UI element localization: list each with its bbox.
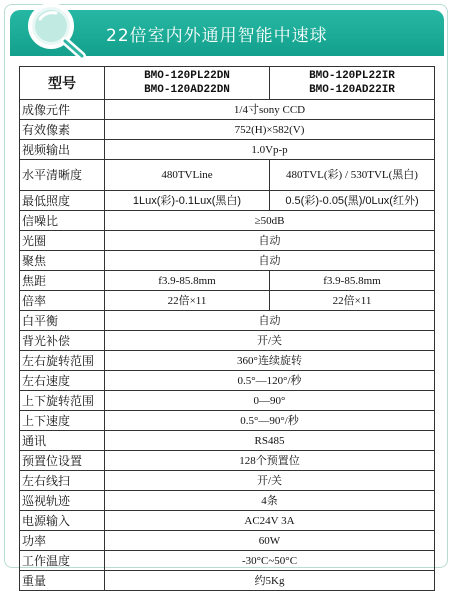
spec-value-right: 22倍×11 <box>270 291 435 311</box>
spec-value: 约5Kg <box>105 571 435 591</box>
spec-label: 背光补偿 <box>20 331 105 351</box>
spec-row <box>20 160 435 191</box>
search-icon <box>24 2 90 60</box>
spec-value: ≥50dB <box>105 211 435 231</box>
spec-value: RS485 <box>105 431 435 451</box>
spec-row <box>20 271 435 291</box>
spec-label: 信噪比 <box>20 211 105 231</box>
spec-row <box>20 451 435 471</box>
spec-value-left: 480TVLine <box>105 160 270 191</box>
spec-label: 有效像素 <box>20 120 105 140</box>
spec-label: 水平清晰度 <box>20 160 105 191</box>
spec-label: 左右速度 <box>20 371 105 391</box>
spec-row <box>20 100 435 120</box>
spec-value: -30°C~50°C <box>105 551 435 571</box>
spec-row <box>20 351 435 371</box>
spec-value: 0.5°—120°/秒 <box>105 371 435 391</box>
spec-value: 4条 <box>105 491 435 511</box>
spec-label: 焦距 <box>20 271 105 291</box>
banner-title: 22倍室内外通用智能中速球 <box>106 26 328 46</box>
spec-value: 自动 <box>105 231 435 251</box>
spec-label: 工作温度 <box>20 551 105 571</box>
spec-row <box>20 431 435 451</box>
spec-label: 左右旋转范围 <box>20 351 105 371</box>
model-right-1: BMO-120PL22IR <box>309 70 395 82</box>
spec-row <box>20 331 435 351</box>
spec-value: 0—90° <box>105 391 435 411</box>
spec-value: 360°连续旋转 <box>105 351 435 371</box>
spec-value: 752(H)×582(V) <box>105 120 435 140</box>
spec-label: 倍率 <box>20 291 105 311</box>
model-right-2: BMO-120AD22IR <box>309 84 395 96</box>
spec-row <box>20 211 435 231</box>
spec-value-left: f3.9-85.8mm <box>105 271 270 291</box>
spec-label: 白平衡 <box>20 311 105 331</box>
spec-row <box>20 531 435 551</box>
spec-row <box>20 291 435 311</box>
spec-row <box>20 491 435 511</box>
spec-row <box>20 411 435 431</box>
model-header-label: 型号 <box>20 67 105 100</box>
spec-label: 电源输入 <box>20 511 105 531</box>
spec-row <box>20 471 435 491</box>
spec-value: 128个预置位 <box>105 451 435 471</box>
spec-value: 1.0Vp-p <box>105 140 435 160</box>
spec-row <box>20 251 435 271</box>
spec-value: 0.5°—90°/秒 <box>105 411 435 431</box>
spec-label: 上下速度 <box>20 411 105 431</box>
spec-value: 60W <box>105 531 435 551</box>
spec-label: 上下旋转范围 <box>20 391 105 411</box>
spec-label: 巡视轨迹 <box>20 491 105 511</box>
spec-row <box>20 551 435 571</box>
spec-row <box>20 191 435 211</box>
spec-value-right: 0.5(彩)-0.05(黑)/0Lux(红外) <box>270 191 435 211</box>
spec-label: 最低照度 <box>20 191 105 211</box>
spec-label: 功率 <box>20 531 105 551</box>
spec-label: 光圈 <box>20 231 105 251</box>
spec-row <box>20 231 435 251</box>
spec-label: 左右线扫 <box>20 471 105 491</box>
model-left-2: BMO-120AD22DN <box>144 84 230 96</box>
spec-row <box>20 120 435 140</box>
spec-value-left: 22倍×11 <box>105 291 270 311</box>
model-header-row <box>20 67 435 100</box>
spec-row <box>20 511 435 531</box>
spec-row <box>20 140 435 160</box>
spec-value-right: f3.9-85.8mm <box>270 271 435 291</box>
spec-label: 视频输出 <box>20 140 105 160</box>
spec-label: 通讯 <box>20 431 105 451</box>
spec-value-right: 480TVL(彩) / 530TVL(黑白) <box>270 160 435 191</box>
spec-value-left: 1Lux(彩)-0.1Lux(黑白) <box>105 191 270 211</box>
spec-row <box>20 391 435 411</box>
spec-value: 1/4寸sony CCD <box>105 100 435 120</box>
spec-value: 开/关 <box>105 331 435 351</box>
spec-value: 自动 <box>105 251 435 271</box>
model-left <box>105 67 270 100</box>
model-right <box>270 67 435 100</box>
spec-label: 重量 <box>20 571 105 591</box>
spec-value: 开/关 <box>105 471 435 491</box>
spec-row <box>20 371 435 391</box>
spec-value: AC24V 3A <box>105 511 435 531</box>
spec-label: 聚焦 <box>20 251 105 271</box>
spec-row <box>20 311 435 331</box>
spec-row <box>20 571 435 591</box>
spec-value: 自动 <box>105 311 435 331</box>
spec-table <box>19 66 435 591</box>
spec-label: 预置位设置 <box>20 451 105 471</box>
spec-label: 成像元件 <box>20 100 105 120</box>
model-left-1: BMO-120PL22DN <box>144 70 230 82</box>
